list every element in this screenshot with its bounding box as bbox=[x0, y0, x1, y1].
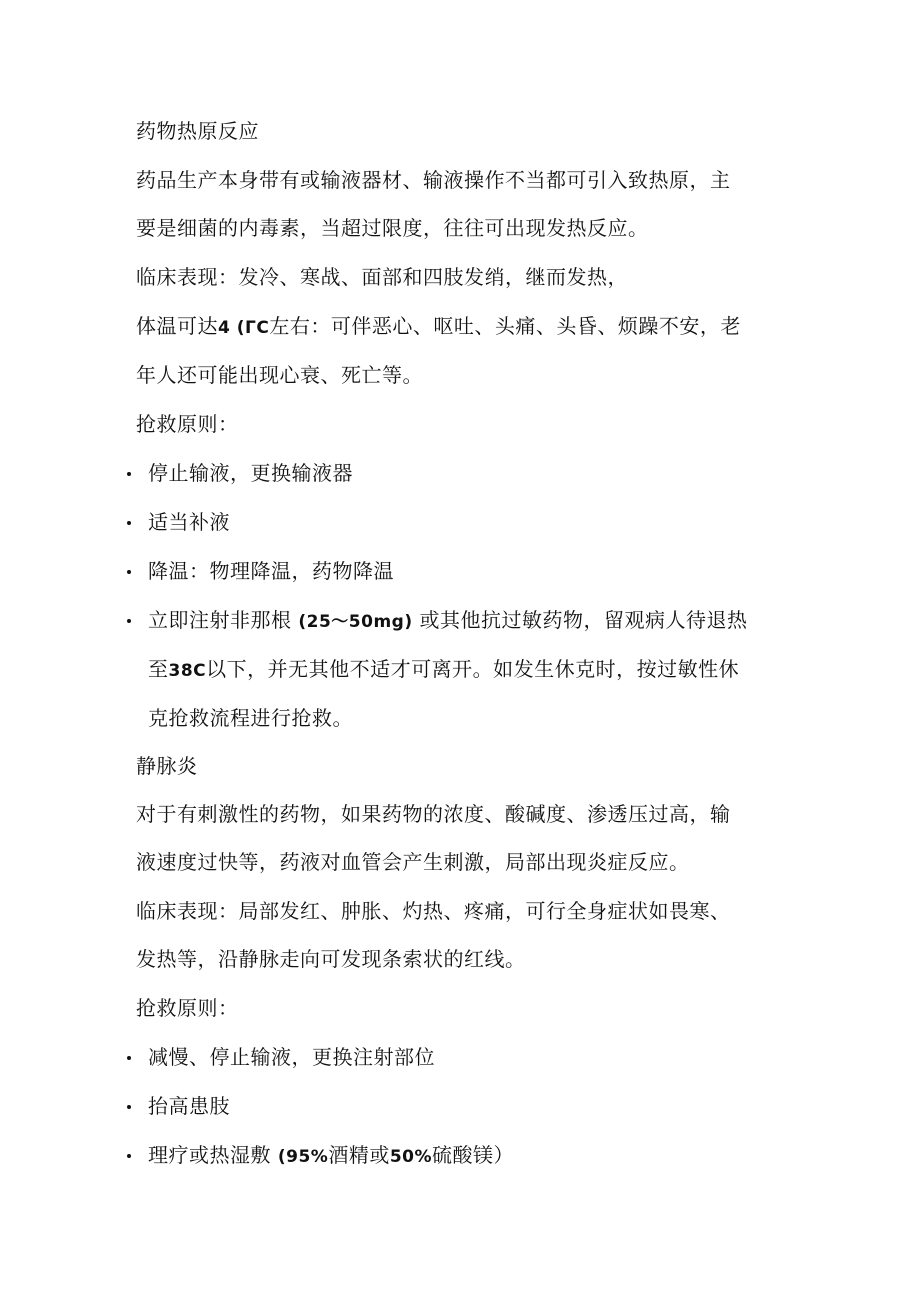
rescue-principles-title: 抢救原则： bbox=[136, 996, 239, 1020]
paragraph-line: 要是细菌的内毒素，当超过限度，往往可出现发热反应。 bbox=[136, 216, 649, 240]
clinical-manifestation-line: 临床表现：发冷、寒战、面部和四肢发绡，继而发热， bbox=[136, 265, 628, 289]
text-segment: 立即注射非那根 bbox=[148, 608, 292, 632]
clinical-manifestation-line: 年人还可能出现心衰、死亡等。 bbox=[136, 363, 423, 387]
section-title-pyrogen-reaction: 药物热原反应 bbox=[136, 119, 259, 143]
temperature-value: 38C bbox=[168, 661, 207, 681]
paragraph-line: 液速度过快等，药液对血管会产生刺激，局部出现炎症反应。 bbox=[136, 850, 690, 874]
paragraph-line: 药品生产本身带有或输液器材、输液操作不当都可引入致热原，主 bbox=[136, 168, 731, 192]
text-segment: 以下，并无其他不适才可离开。如发生休克时，按过敏性休 bbox=[206, 657, 740, 681]
rescue-principles-title: 抢救原则： bbox=[136, 412, 239, 436]
text-segment: 或其他抗过敏药物，留观病人待退热 bbox=[419, 608, 748, 632]
percentage-value: 50% bbox=[389, 1147, 433, 1167]
temperature-value: 4 (ΓC bbox=[218, 318, 270, 338]
section-title-phlebitis: 静脉炎 bbox=[136, 754, 198, 778]
paragraph-line: 对于有刺激性的药物，如果药物的浓度、酸碱度、渗透压过高，输 bbox=[136, 802, 731, 826]
bullet-icon bbox=[127, 472, 131, 476]
text-segment: 硫酸镁） bbox=[432, 1143, 515, 1167]
text-segment: 体温可达 bbox=[136, 314, 218, 338]
rescue-item: 适当补液 bbox=[148, 510, 230, 534]
rescue-item: 抬高患肢 bbox=[148, 1094, 230, 1118]
text-segment: 理疗或热湿敷 bbox=[148, 1143, 271, 1167]
bullet-icon bbox=[127, 1154, 131, 1158]
rescue-item: 减慢、停止输液，更换注射部位 bbox=[148, 1045, 435, 1069]
rescue-item bbox=[148, 1141, 514, 1171]
bullet-icon bbox=[127, 1056, 131, 1060]
text-segment: 至 bbox=[148, 657, 169, 681]
percentage-value: (95% bbox=[277, 1147, 329, 1167]
bullet-icon bbox=[127, 521, 131, 525]
rescue-item-continuation: 克抢救流程进行抢救。 bbox=[148, 706, 353, 730]
clinical-manifestation-line bbox=[136, 312, 741, 342]
text-segment: 左右：可伴恶心、呕吐、头痛、头昏、烦躁不安，老 bbox=[269, 314, 741, 338]
rescue-item-continuation bbox=[148, 655, 739, 685]
text-segment: 酒精或 bbox=[328, 1143, 390, 1167]
clinical-manifestation-line: 发热等，沿静脉走向可发现条索状的红线。 bbox=[136, 947, 526, 971]
clinical-manifestation-line: 临床表现：局部发红、肿胀、灼热、疼痛，可行全身症状如畏寒、 bbox=[136, 899, 731, 923]
rescue-item: 停止输液，更换输液器 bbox=[148, 461, 353, 485]
rescue-item bbox=[148, 606, 747, 636]
bullet-icon bbox=[127, 1105, 131, 1109]
dosage-value: (25〜50mg) bbox=[298, 612, 413, 632]
bullet-icon bbox=[127, 570, 131, 574]
rescue-item: 降温：物理降温，药物降温 bbox=[148, 559, 394, 583]
bullet-icon bbox=[127, 619, 131, 623]
